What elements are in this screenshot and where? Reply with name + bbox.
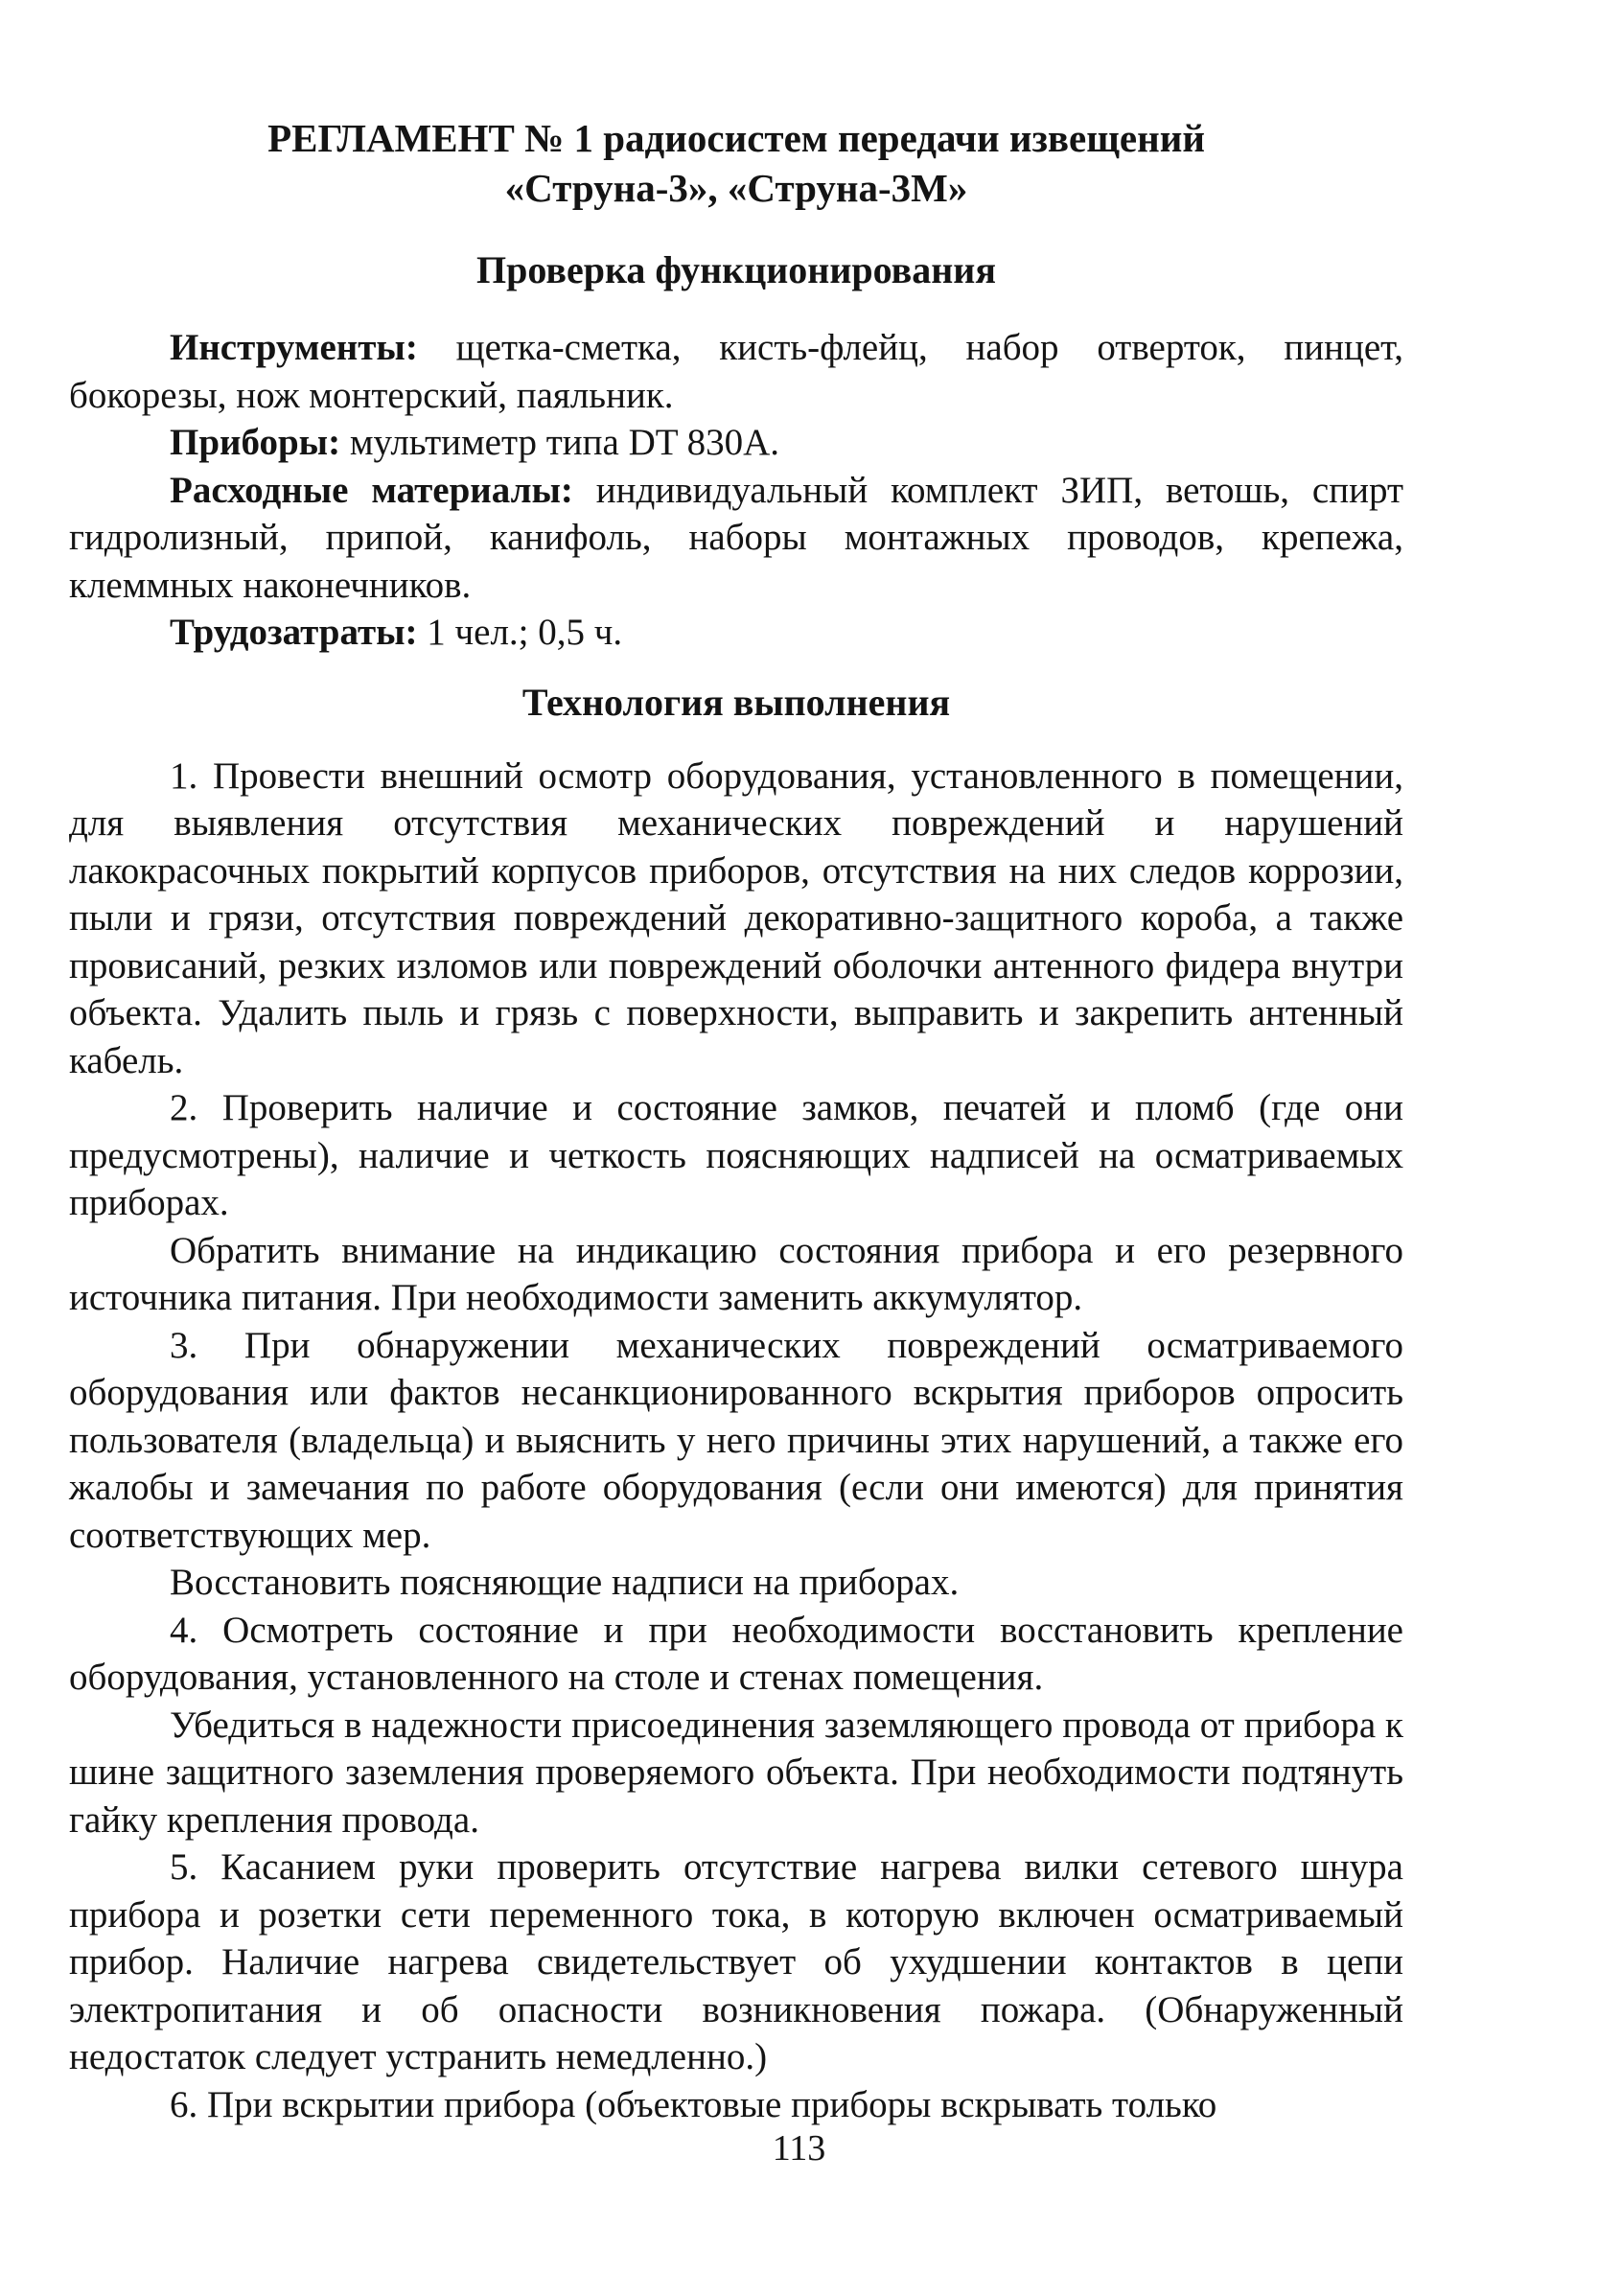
document-title: [69, 113, 1403, 213]
body-paragraph-6: 4. Осмотреть состояние и при необходимости восстановить крепление оборудования, установленного на столе и стенах помещения.: [69, 1609, 1403, 1698]
document-subtitle: Проверка функционирования: [476, 248, 996, 291]
body-paragraph-9: 6. При вскрытии прибора (объектовые приборы вскрывать только: [170, 2083, 1217, 2125]
title-line-1: РЕГЛАМЕНТ № 1 радиосистем передачи извещений: [267, 116, 1205, 160]
devices-paragraph: [69, 419, 1403, 467]
title-line-2: «Струна-3», «Струна-3М»: [504, 166, 968, 210]
materials-text: индивидуальный комплект ЗИП, ветошь, спирт гидролизный, припой, канифоль, наборы монтажных проводов, крепежа, клеммных наконечников.: [69, 469, 1404, 606]
tools-text: щетка-сметка, кисть-флейц, набор отверток, пинцет, бокорезы, нож монтерский, паяльник.: [69, 327, 1403, 416]
materials-paragraph: [69, 467, 1403, 610]
body-paragraph-3: Обратить внимание на индикацию состояния прибора и его резервного источника питания. При необходимости заменить аккумулятор.: [69, 1229, 1403, 1318]
labor-text: 1 чел.; 0,5 ч.: [417, 612, 623, 653]
tools-label: Инструменты:: [170, 327, 418, 368]
materials-label: Расходные материалы:: [170, 469, 573, 511]
section-title: Технология выполнения: [521, 680, 951, 724]
body-paragraph-4: 3. При обнаружении механических повреждений осматриваемого оборудования или фактов несанкционированного вскрытия приборов опросить пользователя (владельца) и выяснить у него причины этих нарушений, а также его жалобы и замечания по работе оборудования (если они имеются) для принятия соответствующих мер.: [69, 1324, 1403, 1556]
tools-paragraph: [69, 324, 1403, 419]
labor-label: Трудозатраты:: [170, 612, 418, 653]
labor-paragraph: [69, 609, 1403, 657]
body-paragraph-2: 2. Проверить наличие и состояние замков, печатей и пломб (где они предусмотрены), наличие и четкость поясняющих надписей на осматриваемых приборах.: [69, 1087, 1403, 1223]
body-paragraph-7: Убедиться в надежности присоединения заземляющего провода от прибора к шине защитного заземления проверяемого объекта. При необходимости подтянуть гайку крепления провода.: [69, 1704, 1403, 1841]
page-number: 113: [772, 2128, 826, 2168]
document-page: [69, 113, 1403, 2128]
body-paragraph-8: 5. Касанием руки проверить отсутствие нагрева вилки сетевого шнура прибора и розетки сети переменного тока, в которую включен осматриваемый прибор. Наличие нагрева свидетельствует об ухудшении контактов в цепи электропитания и об опасности возникновения пожара. (Обнаруженный недостаток следует устранить немедленно.): [69, 1846, 1403, 2077]
devices-label: Приборы:: [170, 422, 341, 463]
devices-text: мультиметр типа DT 830A.: [340, 422, 780, 463]
body-paragraph-5: Восстановить поясняющие надписи на приборах.: [170, 1562, 960, 1603]
body-paragraph-1: 1. Провести внешний осмотр оборудования, установленного в помещении, для выявления отсутствия механических повреждений и нарушений лакокрасочных покрытий корпусов приборов, отсутствия на них следов коррозии, пыли и грязи, отсутствия повреждений декоративно-защитного короба, а также провисаний, резких изломов или повреждений оболочки антенного фидера внутри объекта. Удалить пыль и грязь с поверхности, выправить и закрепить антенный кабель.: [69, 754, 1403, 1081]
